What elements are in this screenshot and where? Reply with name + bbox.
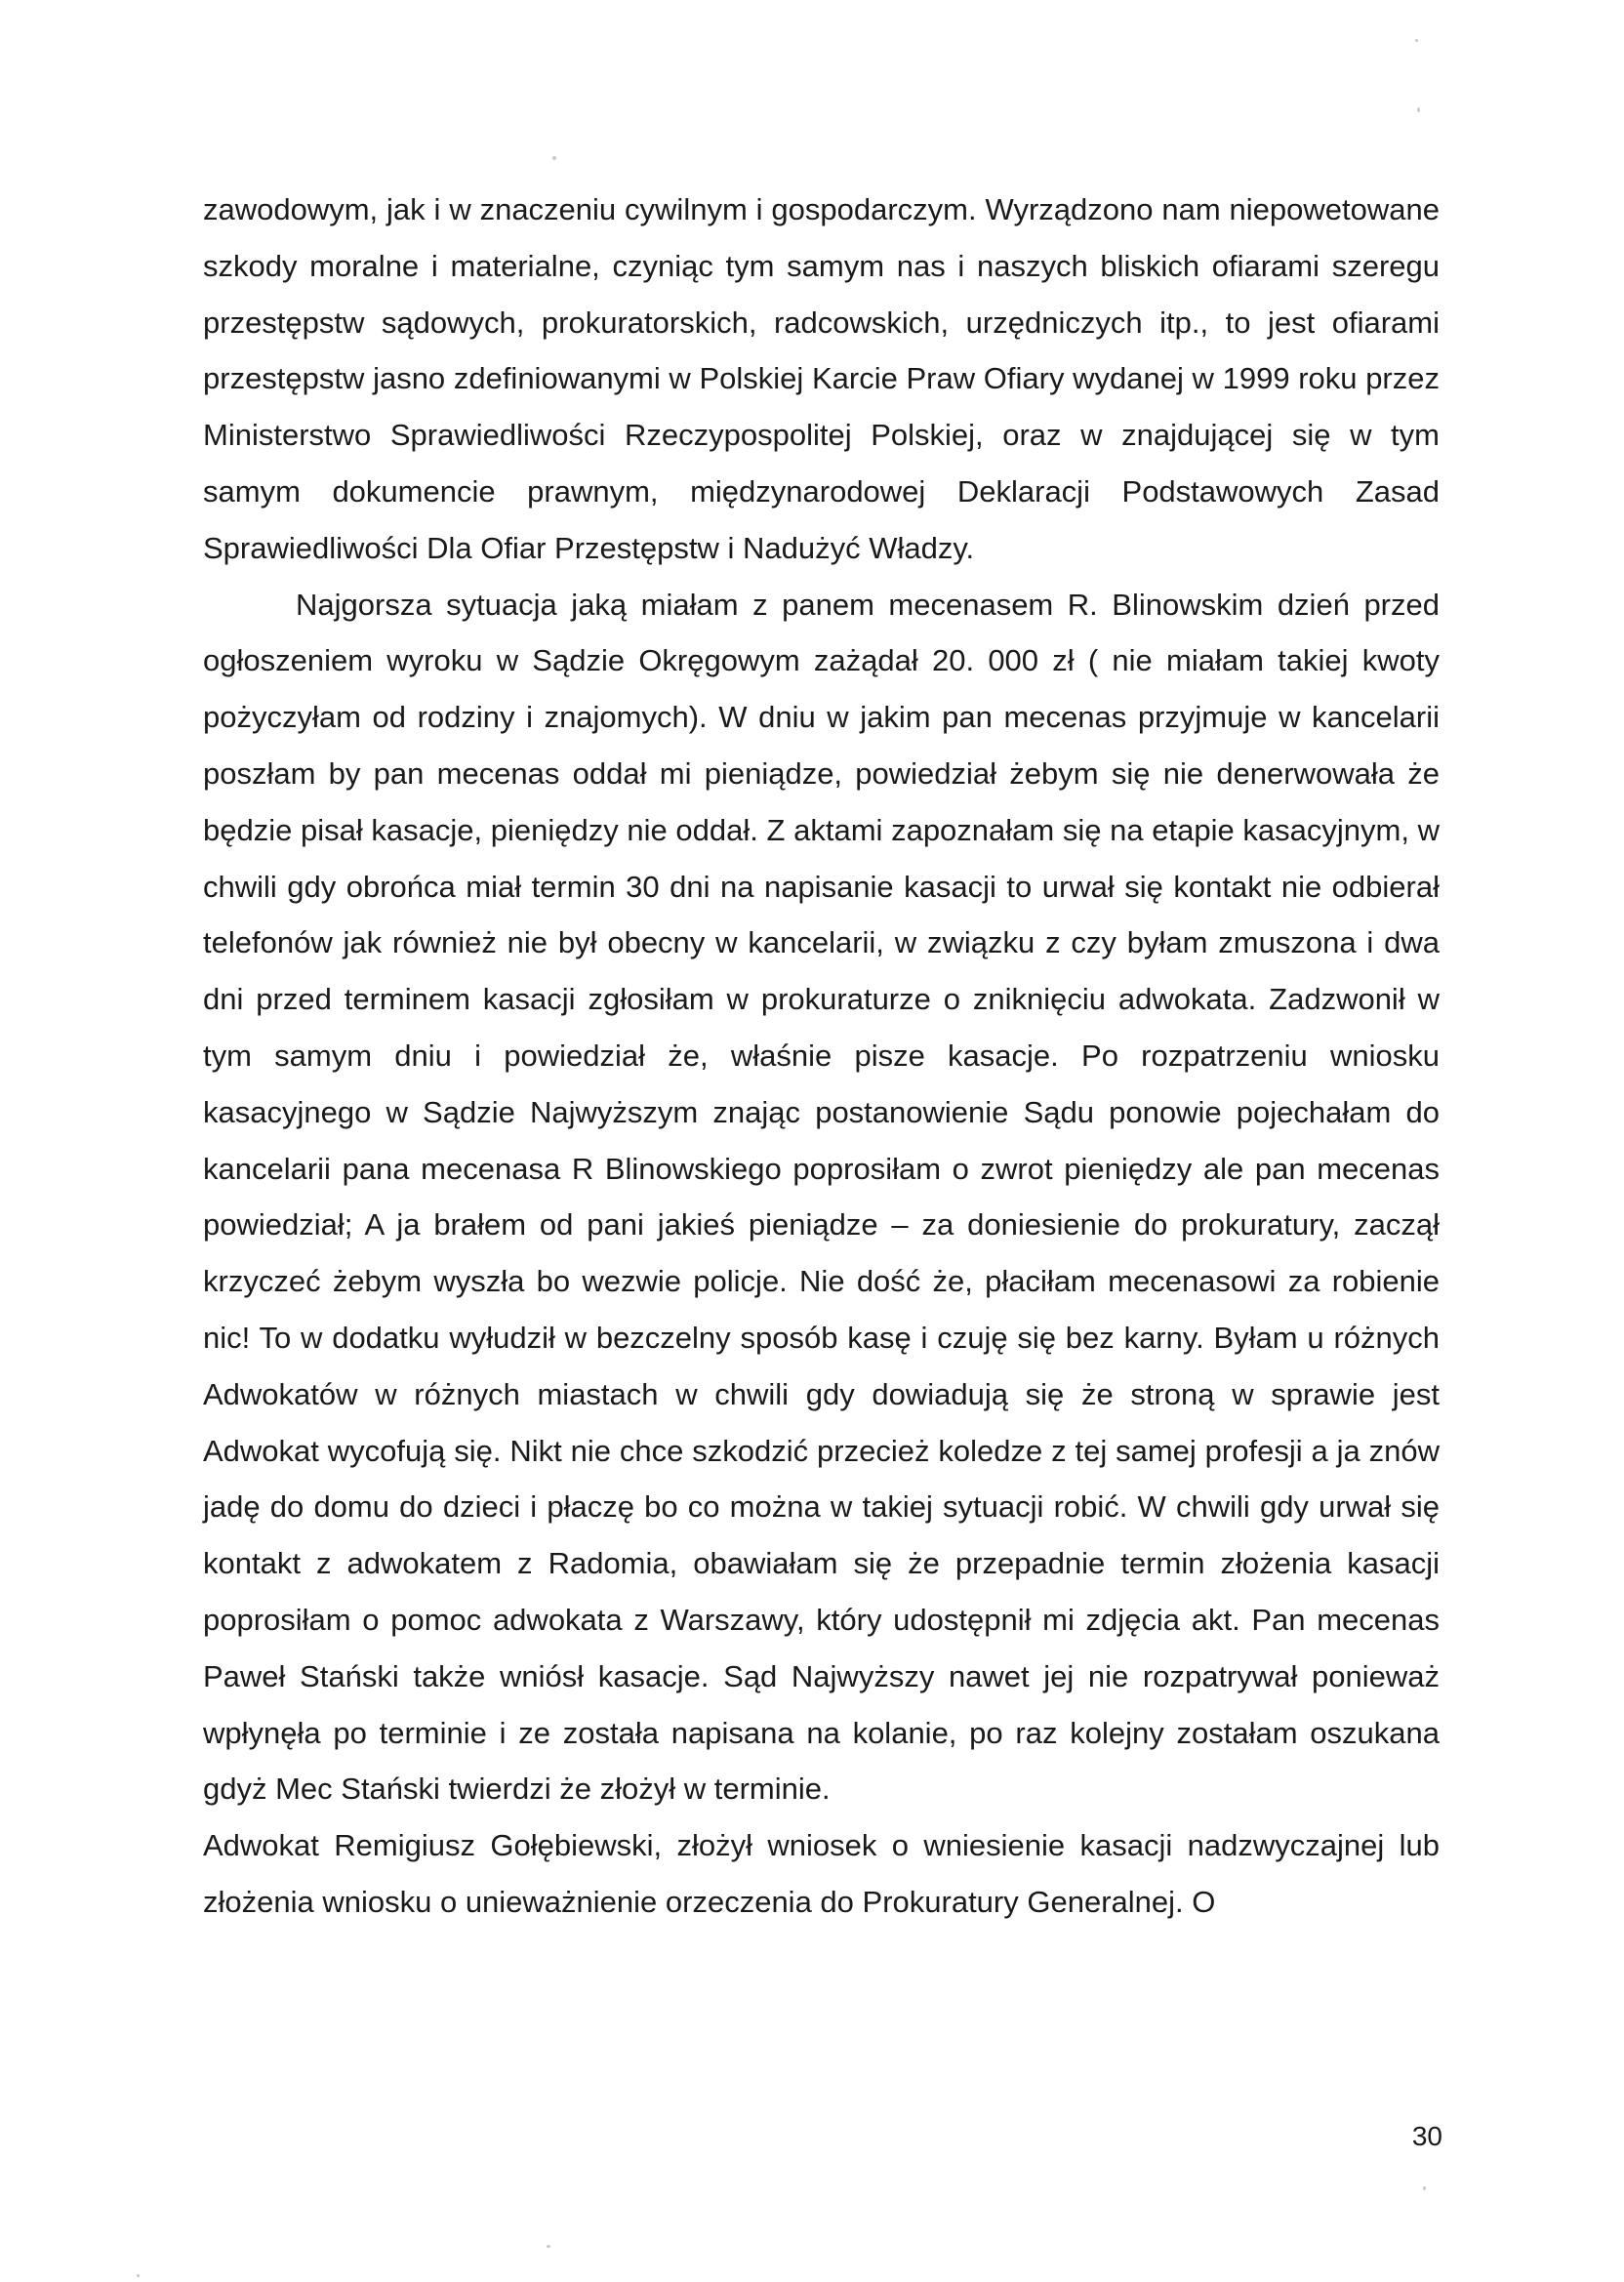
scan-speck xyxy=(1415,39,1418,42)
page-number: 30 xyxy=(1411,2121,1442,2151)
document-body xyxy=(203,182,1440,1931)
scan-speck xyxy=(1423,2186,1426,2190)
scan-speck xyxy=(547,2245,550,2248)
scan-speck xyxy=(137,2274,140,2277)
scan-speck xyxy=(552,156,556,160)
paragraph-golebiewski: Adwokat Remigiusz Gołębiewski, złożył wniosek o wniesienie kasacji nadzwyczajnej lub złożenia wniosku o unieważnienie orzeczenia do Prokuratury Generalnej. O xyxy=(203,1828,1440,1919)
scan-speck xyxy=(1417,107,1420,112)
paragraph-blinowski: Najgorsza sytuacja jaką miałam z panem mecenasem R. Blinowskim dzień przed ogłoszeniem wyroku w Sądzie Okręgowym zażądał 20. 000 zł ( nie miałam takiej kwoty pożyczyłam od rodziny i znajomych). W dniu w jakim pan mecenas przyjmuje w kancelarii poszłam by pan mecenas oddał mi pieniądze, powiedział żebym się nie denerwowała że będzie pisał kasacje, pieniędzy nie oddał. Z aktami zapoznałam się na etapie kasacyjnym, w chwili gdy obrońca miał termin 30 dni na napisanie kasacji to urwał się kontakt nie odbierał telefonów jak również nie był obecny w kancelarii, w związku z czy byłam zmuszona i dwa dni przed terminem kasacji zgłosiłam w prokuraturze o zniknięciu adwokata. Zadzwonił w tym samym dniu i powiedział że, właśnie pisze kasacje. Po rozpatrzeniu wniosku kasacyjnego w Sądzie Najwyższym znając postanowienie Sądu ponowie pojechałam do kancelarii pana mecenasa R Blinowskiego poprosiłam o zwrot pieniędzy ale pan mecenas powiedział; A ja brałem od pani jakieś pieniądze – za doniesienie do prokuratury, zaczął krzyczeć żebym wyszła bo wezwie policje. Nie dość że, płaciłam mecenasowi za robienie nic! To w dodatku wyłudził w bezczelny sposób kasę i czuję się bez karny. Byłam u różnych Adwokatów w różnych miastach w chwili gdy dowiadują się że stroną w sprawie jest Adwokat wycofują się. Nikt nie chce szkodzić przecież koledze z tej samej profesji a ja znów jadę do domu do dzieci i płaczę bo co można w takiej sytuacji robić. W chwili gdy urwał się kontakt z adwokatem z Radomia, obawiałam się że przepadnie termin złożenia kasacji poprosiłam o pomoc adwokata z Warszawy, który udostępnił mi zdjęcia akt. Pan mecenas Paweł Stański także wniósł kasacje. Sąd Najwyższy nawet jej nie rozpatrywał ponieważ wpłynęła po terminie i ze została napisana na kolanie, po raz kolejny zostałam oszukana gdyż Mec Stański twierdzi że złożył w terminie. xyxy=(203,587,1440,1807)
paragraph-continuation: zawodowym, jak i w znaczeniu cywilnym i gospodarczym. Wyrządzono nam niepowetowane szkody moralne i materialne, czyniąc tym samym nas i naszych bliskich ofiarami szeregu przestępstw sądowych, prokuratorskich, radcowskich, urzędniczych itp., to jest ofiarami przestępstw jasno zdefiniowanymi w Polskiej Karcie Praw Ofiary wydanej w 1999 roku przez Ministerstwo Sprawiedliwości Rzeczypospolitej Polskiej, oraz w znajdującej się w tym samym dokumencie prawnym, międzynarodowej Deklaracji Podstawowych Zasad Sprawiedliwości Dla Ofiar Przestępstw i Nadużyć Władzy. xyxy=(203,192,1440,565)
